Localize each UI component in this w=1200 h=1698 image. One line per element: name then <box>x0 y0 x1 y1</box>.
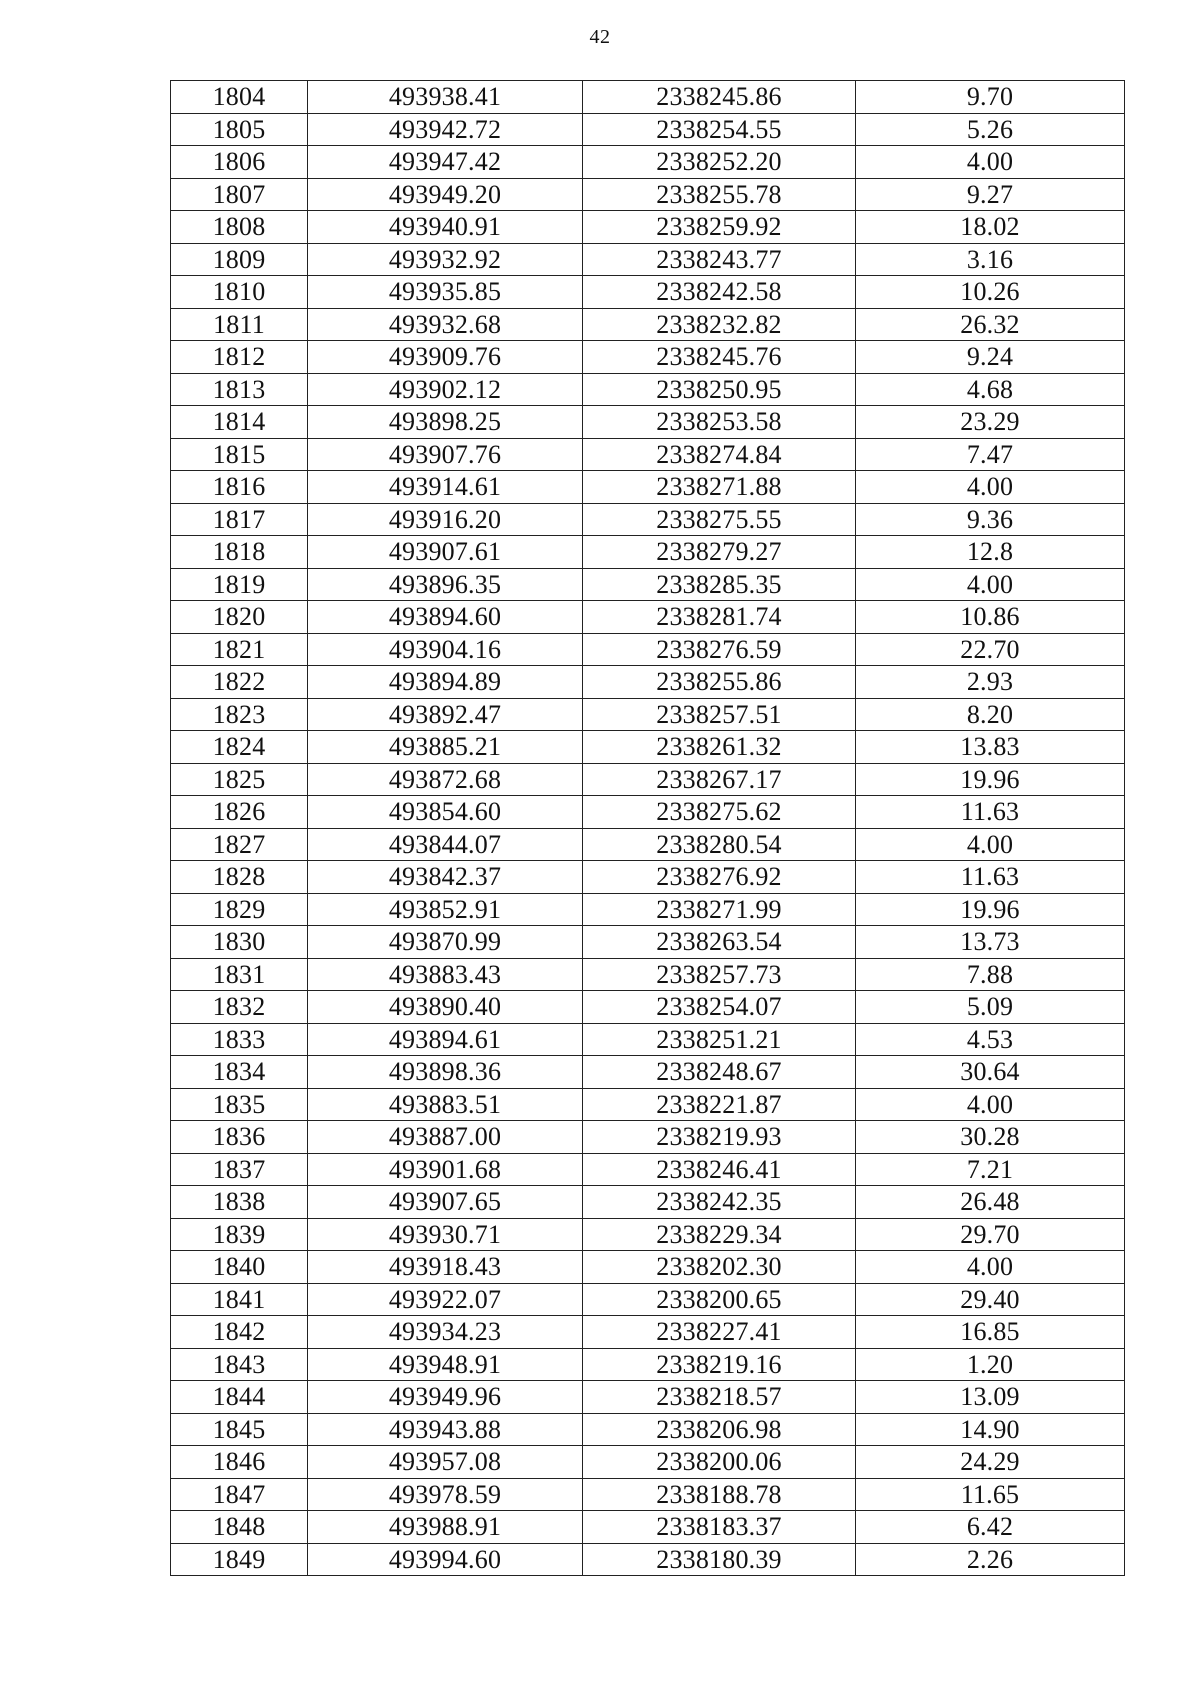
point-id-cell: 1835 <box>171 1088 308 1121</box>
distance-cell: 7.88 <box>856 958 1125 991</box>
point-id-cell: 1813 <box>171 373 308 406</box>
y-coordinate-cell: 2338232.82 <box>583 308 856 341</box>
point-id-cell: 1848 <box>171 1511 308 1544</box>
y-coordinate-cell: 2338242.58 <box>583 276 856 309</box>
table-row <box>171 601 1125 634</box>
x-coordinate-cell: 493949.20 <box>308 178 583 211</box>
y-coordinate-cell: 2338254.55 <box>583 113 856 146</box>
distance-cell: 4.53 <box>856 1023 1125 1056</box>
x-coordinate-cell: 493930.71 <box>308 1218 583 1251</box>
y-coordinate-cell: 2338252.20 <box>583 146 856 179</box>
x-coordinate-cell: 493916.20 <box>308 503 583 536</box>
x-coordinate-cell: 493948.91 <box>308 1348 583 1381</box>
distance-cell: 9.36 <box>856 503 1125 536</box>
distance-cell: 11.63 <box>856 796 1125 829</box>
x-coordinate-cell: 493907.61 <box>308 536 583 569</box>
x-coordinate-cell: 493957.08 <box>308 1446 583 1479</box>
table-row <box>171 308 1125 341</box>
x-coordinate-cell: 493947.42 <box>308 146 583 179</box>
distance-cell: 11.65 <box>856 1478 1125 1511</box>
table-row <box>171 1478 1125 1511</box>
point-id-cell: 1810 <box>171 276 308 309</box>
point-id-cell: 1812 <box>171 341 308 374</box>
point-id-cell: 1843 <box>171 1348 308 1381</box>
distance-cell: 14.90 <box>856 1413 1125 1446</box>
distance-cell: 4.00 <box>856 146 1125 179</box>
point-id-cell: 1830 <box>171 926 308 959</box>
y-coordinate-cell: 2338275.62 <box>583 796 856 829</box>
y-coordinate-cell: 2338246.41 <box>583 1153 856 1186</box>
distance-cell: 2.26 <box>856 1543 1125 1576</box>
y-coordinate-cell: 2338271.99 <box>583 893 856 926</box>
point-id-cell: 1837 <box>171 1153 308 1186</box>
x-coordinate-cell: 493932.92 <box>308 243 583 276</box>
table-row <box>171 1413 1125 1446</box>
distance-cell: 26.48 <box>856 1186 1125 1219</box>
point-id-cell: 1828 <box>171 861 308 894</box>
x-coordinate-cell: 493988.91 <box>308 1511 583 1544</box>
distance-cell: 12.8 <box>856 536 1125 569</box>
x-coordinate-cell: 493894.89 <box>308 666 583 699</box>
y-coordinate-cell: 2338180.39 <box>583 1543 856 1576</box>
table-row <box>171 698 1125 731</box>
point-id-cell: 1808 <box>171 211 308 244</box>
y-coordinate-cell: 2338218.57 <box>583 1381 856 1414</box>
distance-cell: 22.70 <box>856 633 1125 666</box>
point-id-cell: 1826 <box>171 796 308 829</box>
point-id-cell: 1807 <box>171 178 308 211</box>
distance-cell: 4.68 <box>856 373 1125 406</box>
point-id-cell: 1832 <box>171 991 308 1024</box>
point-id-cell: 1838 <box>171 1186 308 1219</box>
table-row <box>171 438 1125 471</box>
y-coordinate-cell: 2338229.34 <box>583 1218 856 1251</box>
distance-cell: 3.16 <box>856 243 1125 276</box>
distance-cell: 26.32 <box>856 308 1125 341</box>
distance-cell: 10.86 <box>856 601 1125 634</box>
table-row <box>171 243 1125 276</box>
y-coordinate-cell: 2338188.78 <box>583 1478 856 1511</box>
point-id-cell: 1834 <box>171 1056 308 1089</box>
x-coordinate-cell: 493892.47 <box>308 698 583 731</box>
y-coordinate-cell: 2338200.06 <box>583 1446 856 1479</box>
table-row <box>171 276 1125 309</box>
x-coordinate-cell: 493940.91 <box>308 211 583 244</box>
table-row <box>171 861 1125 894</box>
table-row <box>171 1543 1125 1576</box>
y-coordinate-cell: 2338259.92 <box>583 211 856 244</box>
distance-cell: 29.70 <box>856 1218 1125 1251</box>
x-coordinate-cell: 493918.43 <box>308 1251 583 1284</box>
table-row <box>171 796 1125 829</box>
x-coordinate-cell: 493890.40 <box>308 991 583 1024</box>
y-coordinate-cell: 2338251.21 <box>583 1023 856 1056</box>
table-row <box>171 178 1125 211</box>
y-coordinate-cell: 2338274.84 <box>583 438 856 471</box>
distance-cell: 24.29 <box>856 1446 1125 1479</box>
x-coordinate-cell: 493994.60 <box>308 1543 583 1576</box>
table-row <box>171 1088 1125 1121</box>
distance-cell: 16.85 <box>856 1316 1125 1349</box>
point-id-cell: 1824 <box>171 731 308 764</box>
x-coordinate-cell: 493883.51 <box>308 1088 583 1121</box>
distance-cell: 4.00 <box>856 828 1125 861</box>
y-coordinate-cell: 2338221.87 <box>583 1088 856 1121</box>
point-id-cell: 1809 <box>171 243 308 276</box>
table-row <box>171 1153 1125 1186</box>
x-coordinate-cell: 493949.96 <box>308 1381 583 1414</box>
x-coordinate-cell: 493932.68 <box>308 308 583 341</box>
distance-cell: 4.00 <box>856 1088 1125 1121</box>
table-row <box>171 536 1125 569</box>
x-coordinate-cell: 493907.65 <box>308 1186 583 1219</box>
point-id-cell: 1819 <box>171 568 308 601</box>
x-coordinate-cell: 493854.60 <box>308 796 583 829</box>
point-id-cell: 1821 <box>171 633 308 666</box>
y-coordinate-cell: 2338253.58 <box>583 406 856 439</box>
coordinates-table <box>170 80 1125 1576</box>
point-id-cell: 1846 <box>171 1446 308 1479</box>
y-coordinate-cell: 2338200.65 <box>583 1283 856 1316</box>
point-id-cell: 1805 <box>171 113 308 146</box>
distance-cell: 5.26 <box>856 113 1125 146</box>
x-coordinate-cell: 493938.41 <box>308 81 583 114</box>
x-coordinate-cell: 493914.61 <box>308 471 583 504</box>
distance-cell: 9.70 <box>856 81 1125 114</box>
table-row <box>171 113 1125 146</box>
point-id-cell: 1847 <box>171 1478 308 1511</box>
point-id-cell: 1820 <box>171 601 308 634</box>
x-coordinate-cell: 493907.76 <box>308 438 583 471</box>
y-coordinate-cell: 2338202.30 <box>583 1251 856 1284</box>
table-row <box>171 1316 1125 1349</box>
point-id-cell: 1845 <box>171 1413 308 1446</box>
distance-cell: 9.24 <box>856 341 1125 374</box>
x-coordinate-cell: 493894.61 <box>308 1023 583 1056</box>
table-row <box>171 1446 1125 1479</box>
table-row <box>171 1121 1125 1154</box>
point-id-cell: 1817 <box>171 503 308 536</box>
x-coordinate-cell: 493870.99 <box>308 926 583 959</box>
table-row <box>171 1381 1125 1414</box>
distance-cell: 4.00 <box>856 1251 1125 1284</box>
distance-cell: 4.00 <box>856 471 1125 504</box>
table-row <box>171 373 1125 406</box>
x-coordinate-cell: 493852.91 <box>308 893 583 926</box>
distance-cell: 23.29 <box>856 406 1125 439</box>
distance-cell: 4.00 <box>856 568 1125 601</box>
y-coordinate-cell: 2338250.95 <box>583 373 856 406</box>
point-id-cell: 1827 <box>171 828 308 861</box>
x-coordinate-cell: 493943.88 <box>308 1413 583 1446</box>
x-coordinate-cell: 493935.85 <box>308 276 583 309</box>
table-row <box>171 1511 1125 1544</box>
y-coordinate-cell: 2338248.67 <box>583 1056 856 1089</box>
y-coordinate-cell: 2338219.16 <box>583 1348 856 1381</box>
point-id-cell: 1816 <box>171 471 308 504</box>
x-coordinate-cell: 493901.68 <box>308 1153 583 1186</box>
distance-cell: 13.73 <box>856 926 1125 959</box>
distance-cell: 13.09 <box>856 1381 1125 1414</box>
point-id-cell: 1831 <box>171 958 308 991</box>
x-coordinate-cell: 493898.36 <box>308 1056 583 1089</box>
x-coordinate-cell: 493942.72 <box>308 113 583 146</box>
point-id-cell: 1804 <box>171 81 308 114</box>
table-row <box>171 1056 1125 1089</box>
table-row <box>171 1023 1125 1056</box>
x-coordinate-cell: 493883.43 <box>308 958 583 991</box>
distance-cell: 8.20 <box>856 698 1125 731</box>
y-coordinate-cell: 2338263.54 <box>583 926 856 959</box>
y-coordinate-cell: 2338245.86 <box>583 81 856 114</box>
distance-cell: 30.64 <box>856 1056 1125 1089</box>
y-coordinate-cell: 2338276.92 <box>583 861 856 894</box>
distance-cell: 29.40 <box>856 1283 1125 1316</box>
table-row <box>171 1348 1125 1381</box>
point-id-cell: 1814 <box>171 406 308 439</box>
point-id-cell: 1842 <box>171 1316 308 1349</box>
coordinates-table-body <box>171 81 1125 1576</box>
y-coordinate-cell: 2338257.51 <box>583 698 856 731</box>
y-coordinate-cell: 2338219.93 <box>583 1121 856 1154</box>
x-coordinate-cell: 493887.00 <box>308 1121 583 1154</box>
x-coordinate-cell: 493904.16 <box>308 633 583 666</box>
y-coordinate-cell: 2338242.35 <box>583 1186 856 1219</box>
x-coordinate-cell: 493922.07 <box>308 1283 583 1316</box>
distance-cell: 19.96 <box>856 893 1125 926</box>
point-id-cell: 1811 <box>171 308 308 341</box>
y-coordinate-cell: 2338257.73 <box>583 958 856 991</box>
y-coordinate-cell: 2338271.88 <box>583 471 856 504</box>
y-coordinate-cell: 2338285.35 <box>583 568 856 601</box>
y-coordinate-cell: 2338275.55 <box>583 503 856 536</box>
table-row <box>171 1218 1125 1251</box>
point-id-cell: 1836 <box>171 1121 308 1154</box>
x-coordinate-cell: 493909.76 <box>308 341 583 374</box>
table-row <box>171 1251 1125 1284</box>
x-coordinate-cell: 493934.23 <box>308 1316 583 1349</box>
point-id-cell: 1844 <box>171 1381 308 1414</box>
y-coordinate-cell: 2338279.27 <box>583 536 856 569</box>
table-row <box>171 81 1125 114</box>
table-row <box>171 471 1125 504</box>
distance-cell: 1.20 <box>856 1348 1125 1381</box>
x-coordinate-cell: 493896.35 <box>308 568 583 601</box>
x-coordinate-cell: 493885.21 <box>308 731 583 764</box>
y-coordinate-cell: 2338281.74 <box>583 601 856 634</box>
point-id-cell: 1849 <box>171 1543 308 1576</box>
table-row <box>171 958 1125 991</box>
point-id-cell: 1833 <box>171 1023 308 1056</box>
table-row <box>171 341 1125 374</box>
y-coordinate-cell: 2338183.37 <box>583 1511 856 1544</box>
x-coordinate-cell: 493978.59 <box>308 1478 583 1511</box>
distance-cell: 30.28 <box>856 1121 1125 1154</box>
table-row <box>171 633 1125 666</box>
x-coordinate-cell: 493902.12 <box>308 373 583 406</box>
point-id-cell: 1825 <box>171 763 308 796</box>
table-row <box>171 211 1125 244</box>
page-number: 42 <box>589 26 611 48</box>
x-coordinate-cell: 493898.25 <box>308 406 583 439</box>
x-coordinate-cell: 493872.68 <box>308 763 583 796</box>
table-row <box>171 146 1125 179</box>
table-row <box>171 991 1125 1024</box>
y-coordinate-cell: 2338255.78 <box>583 178 856 211</box>
distance-cell: 6.42 <box>856 1511 1125 1544</box>
distance-cell: 7.47 <box>856 438 1125 471</box>
table-row <box>171 828 1125 861</box>
table-row <box>171 1186 1125 1219</box>
y-coordinate-cell: 2338261.32 <box>583 731 856 764</box>
y-coordinate-cell: 2338243.77 <box>583 243 856 276</box>
point-id-cell: 1841 <box>171 1283 308 1316</box>
table-row <box>171 763 1125 796</box>
distance-cell: 7.21 <box>856 1153 1125 1186</box>
y-coordinate-cell: 2338267.17 <box>583 763 856 796</box>
point-id-cell: 1818 <box>171 536 308 569</box>
table-row <box>171 1283 1125 1316</box>
distance-cell: 18.02 <box>856 211 1125 244</box>
y-coordinate-cell: 2338280.54 <box>583 828 856 861</box>
y-coordinate-cell: 2338206.98 <box>583 1413 856 1446</box>
x-coordinate-cell: 493894.60 <box>308 601 583 634</box>
table-row <box>171 893 1125 926</box>
point-id-cell: 1823 <box>171 698 308 731</box>
distance-cell: 5.09 <box>856 991 1125 1024</box>
y-coordinate-cell: 2338255.86 <box>583 666 856 699</box>
distance-cell: 13.83 <box>856 731 1125 764</box>
y-coordinate-cell: 2338227.41 <box>583 1316 856 1349</box>
distance-cell: 9.27 <box>856 178 1125 211</box>
distance-cell: 19.96 <box>856 763 1125 796</box>
point-id-cell: 1829 <box>171 893 308 926</box>
y-coordinate-cell: 2338254.07 <box>583 991 856 1024</box>
point-id-cell: 1840 <box>171 1251 308 1284</box>
table-row <box>171 503 1125 536</box>
distance-cell: 11.63 <box>856 861 1125 894</box>
table-row <box>171 926 1125 959</box>
point-id-cell: 1806 <box>171 146 308 179</box>
point-id-cell: 1822 <box>171 666 308 699</box>
table-row <box>171 406 1125 439</box>
distance-cell: 10.26 <box>856 276 1125 309</box>
y-coordinate-cell: 2338245.76 <box>583 341 856 374</box>
x-coordinate-cell: 493842.37 <box>308 861 583 894</box>
distance-cell: 2.93 <box>856 666 1125 699</box>
x-coordinate-cell: 493844.07 <box>308 828 583 861</box>
table-row <box>171 666 1125 699</box>
point-id-cell: 1815 <box>171 438 308 471</box>
y-coordinate-cell: 2338276.59 <box>583 633 856 666</box>
point-id-cell: 1839 <box>171 1218 308 1251</box>
table-row <box>171 731 1125 764</box>
table-row <box>171 568 1125 601</box>
